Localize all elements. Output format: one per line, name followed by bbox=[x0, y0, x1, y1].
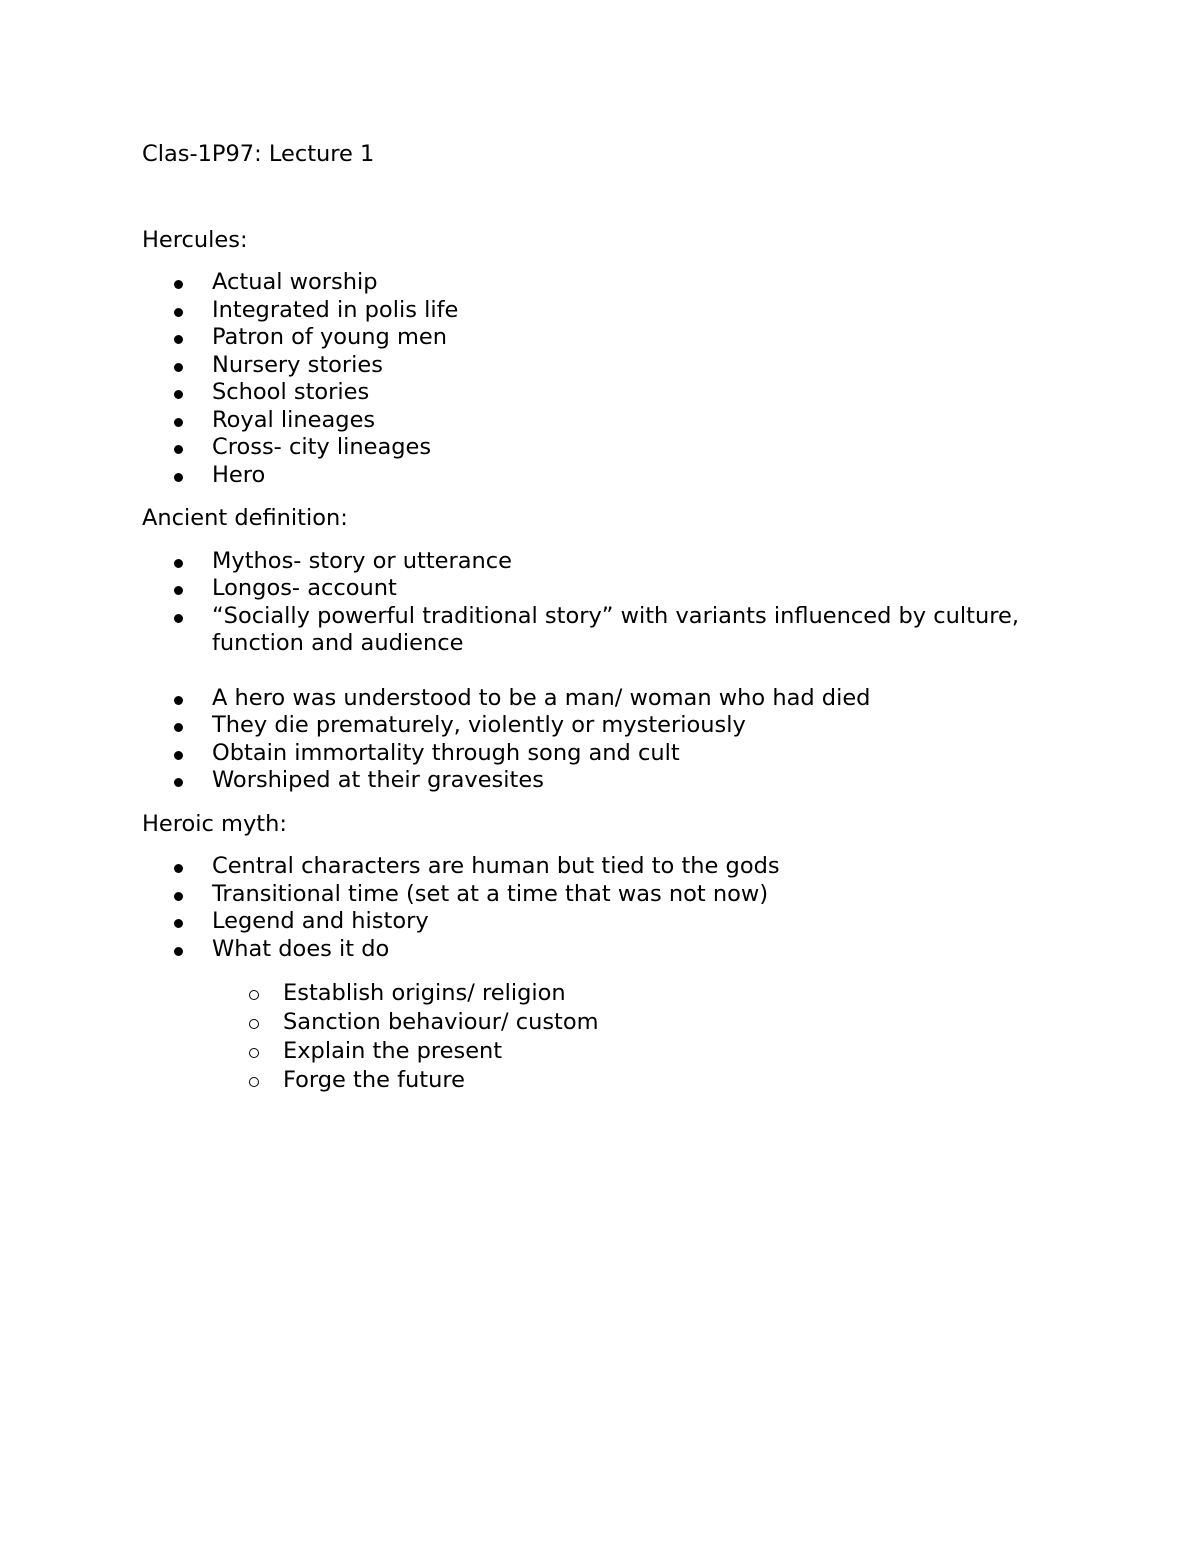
bullet-icon bbox=[174, 947, 183, 956]
bullet-icon bbox=[174, 614, 183, 623]
bullet-icon bbox=[174, 723, 183, 732]
hollow-bullet-icon bbox=[249, 1019, 259, 1029]
bullet-icon bbox=[174, 559, 183, 568]
list-item-text: Obtain immortality through song and cult bbox=[212, 739, 680, 766]
bullet-icon bbox=[174, 892, 183, 901]
list-item-text: Central characters are human but tied to the gods bbox=[212, 853, 780, 879]
list-item bbox=[142, 352, 1102, 380]
list-item-text: Longos- account bbox=[212, 575, 397, 601]
list-item bbox=[142, 853, 1102, 881]
sub-list-item bbox=[142, 1008, 1102, 1037]
hollow-bullet-icon bbox=[249, 1048, 259, 1058]
section-heading-ancient-definition: Ancient definition: bbox=[142, 505, 348, 531]
heroic-myth-sublist bbox=[142, 979, 1102, 1095]
hollow-bullet-icon bbox=[249, 1077, 259, 1087]
sub-list-item-text: Forge the future bbox=[283, 1067, 465, 1093]
ancient-definition-list bbox=[142, 548, 1102, 658]
section-heading-hercules: Hercules: bbox=[142, 226, 248, 253]
list-item bbox=[142, 712, 1102, 740]
bullet-icon bbox=[174, 751, 183, 760]
list-item-text: Actual worship bbox=[212, 269, 378, 295]
list-item bbox=[142, 324, 1102, 352]
sub-list-item-text: Explain the present bbox=[283, 1038, 503, 1064]
list-item-text: Cross- city lineages bbox=[212, 434, 432, 460]
list-item bbox=[142, 575, 1102, 603]
list-item-text: Transitional time (set at a time that was not now) bbox=[212, 880, 769, 907]
sub-list-item bbox=[142, 1066, 1102, 1095]
bullet-icon bbox=[174, 778, 183, 787]
list-item-text: Nursery stories bbox=[212, 351, 384, 378]
bullet-icon bbox=[174, 864, 183, 873]
bullet-icon bbox=[174, 418, 183, 427]
list-item-text: They die prematurely, violently or mysteriously bbox=[212, 712, 746, 738]
hero-definition-list bbox=[142, 685, 1102, 795]
bullet-icon bbox=[174, 696, 183, 705]
sub-list-item bbox=[142, 979, 1102, 1008]
list-item bbox=[142, 936, 1102, 964]
list-item bbox=[142, 462, 1102, 490]
list-item bbox=[142, 908, 1102, 936]
list-item-text: Royal lineages bbox=[212, 406, 376, 433]
list-item bbox=[142, 297, 1102, 325]
list-item bbox=[142, 379, 1102, 407]
bullet-icon bbox=[174, 363, 183, 372]
bullet-icon bbox=[174, 919, 183, 928]
list-item-text: “Socially powerful traditional story” with variants influenced by culture, function and audience bbox=[212, 602, 1019, 656]
list-item-text: Integrated in polis life bbox=[212, 296, 459, 323]
list-item bbox=[142, 269, 1102, 297]
sub-list-item-text: Establish origins/ religion bbox=[283, 980, 566, 1006]
sub-list-item-text: Sanction behaviour/ custom bbox=[283, 1009, 599, 1035]
heroic-myth-list bbox=[142, 853, 1102, 963]
list-item-text: Worshiped at their gravesites bbox=[212, 767, 544, 793]
list-item bbox=[142, 407, 1102, 435]
list-item bbox=[142, 881, 1102, 909]
list-item bbox=[142, 740, 1102, 768]
bullet-icon bbox=[174, 445, 183, 454]
list-item bbox=[142, 603, 1102, 658]
bullet-icon bbox=[174, 473, 183, 482]
list-item-text: Mythos- story or utterance bbox=[212, 547, 513, 574]
bullet-icon bbox=[174, 335, 183, 344]
hercules-list bbox=[142, 269, 1102, 489]
list-item bbox=[142, 767, 1102, 795]
bullet-icon bbox=[174, 280, 183, 289]
list-item-text: Patron of young men bbox=[212, 324, 447, 350]
document-body bbox=[142, 141, 1102, 1095]
bullet-icon bbox=[174, 390, 183, 399]
list-item-text: Legend and history bbox=[212, 908, 429, 934]
list-item-text: Hero bbox=[212, 461, 266, 488]
section-heading-heroic-myth: Heroic myth: bbox=[142, 810, 287, 837]
document-title: Clas-1P97: Lecture 1 bbox=[142, 141, 375, 167]
list-item-text: School stories bbox=[212, 379, 370, 405]
bullet-icon bbox=[174, 586, 183, 595]
bullet-icon bbox=[174, 308, 183, 317]
list-item-text: A hero was understood to be a man/ woman who had died bbox=[212, 684, 871, 711]
list-item bbox=[142, 685, 1102, 713]
list-item bbox=[142, 548, 1102, 576]
sub-list-item bbox=[142, 1037, 1102, 1066]
hollow-bullet-icon bbox=[249, 990, 259, 1000]
list-item bbox=[142, 434, 1102, 462]
list-item-text: What does it do bbox=[212, 935, 390, 962]
